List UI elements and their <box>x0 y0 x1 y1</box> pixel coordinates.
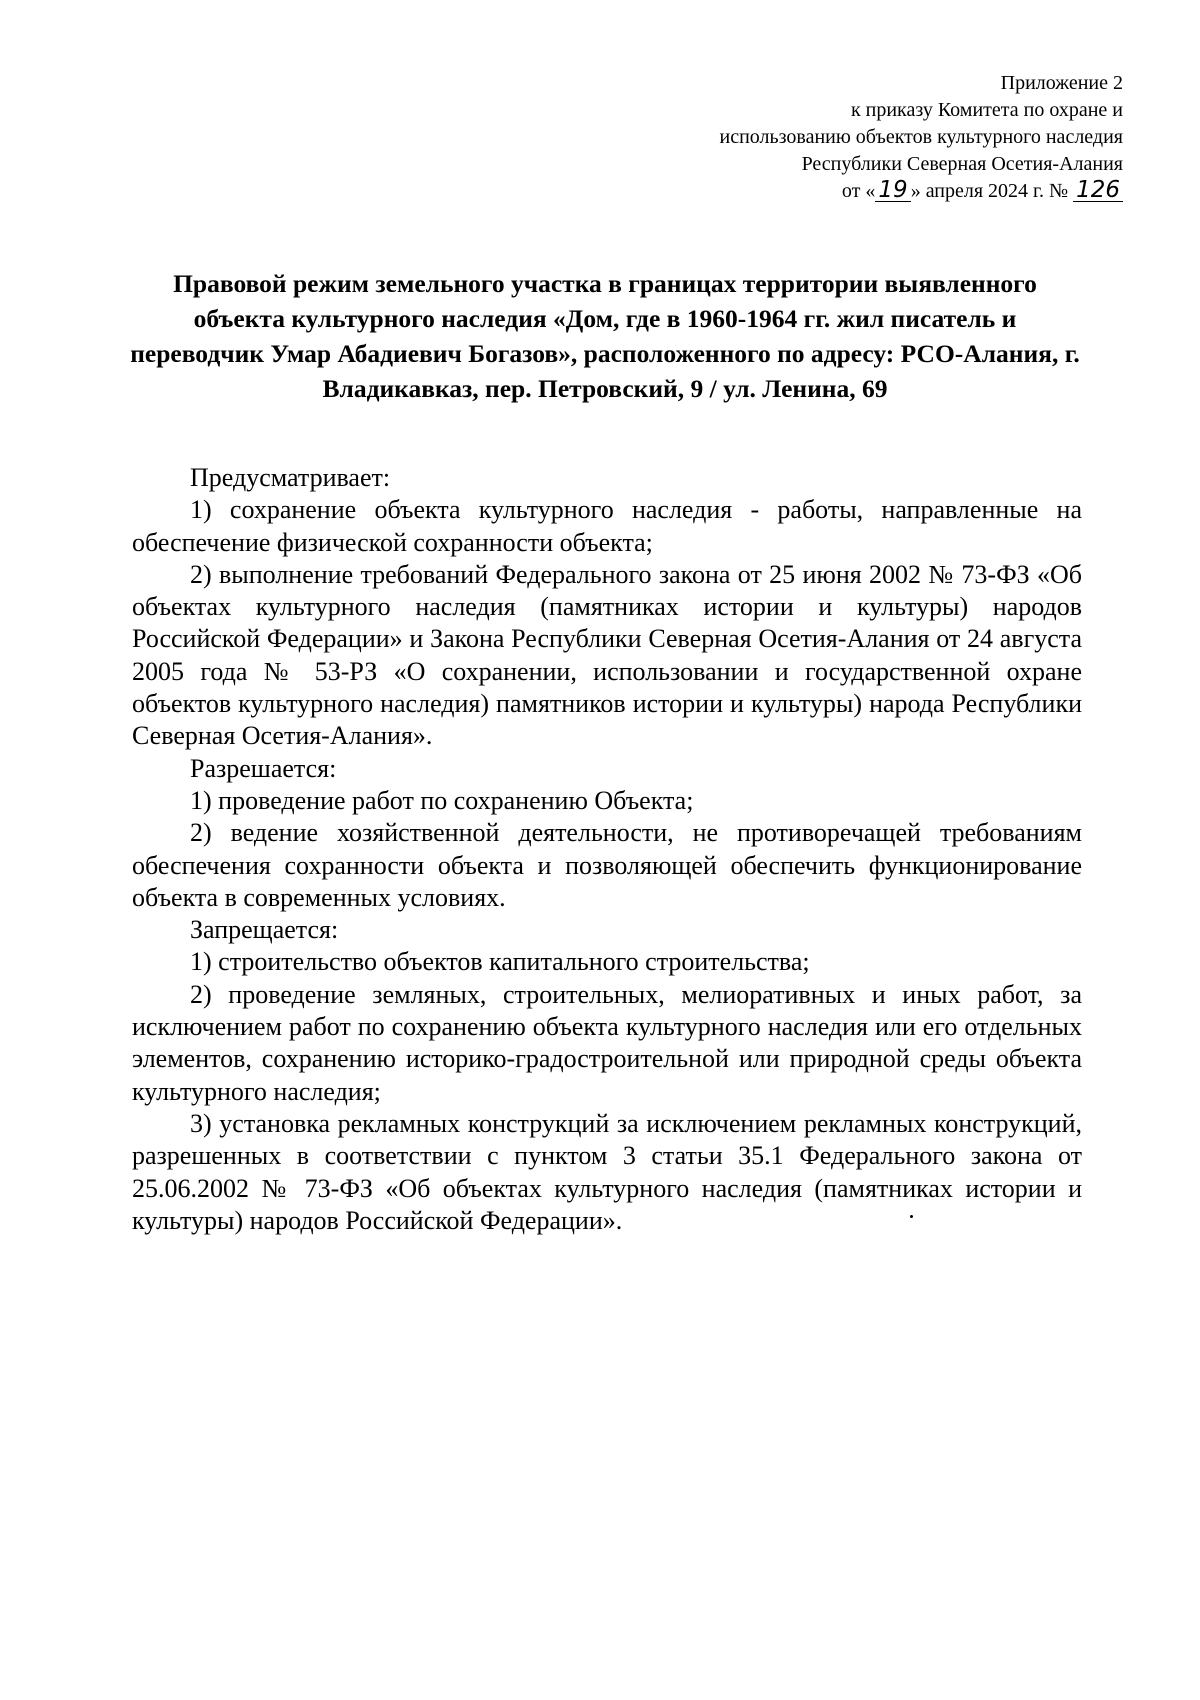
paragraph-allowed-1: 1) проведение работ по сохранению Объекта; <box>190 785 694 815</box>
paragraph-prohibited-3: 3) установка рекламных конструкций за исключением рекламных конструкций, разрешенных в соответствии с пунктом 3 статьи 35.1 Федерального закона от 25.06.2002 № 73-ФЗ «Об объектах культурного наследия (памятниках истории и культуры) народов Российской Федерации». <box>132 1108 1082 1235</box>
appendix-line-4: Республики Северная Осетия-Алания <box>801 153 1123 175</box>
paragraph-provides-1: 1) сохранение объекта культурного наследия - работы, направленные на обеспечение физической сохранности объекта; <box>132 495 1082 557</box>
handwritten-day: 19 <box>875 179 910 202</box>
paragraph-prohibited-2: 2) проведение земляных, строительных, мелиоративных и иных работ, за исключением работ по сохранению объекта культурного наследия или его отдельных элементов, сохранению историко-градостроительной или природной среды объекта культурного наследия; <box>132 979 1082 1106</box>
document-title: Правовой режим земельного участка в границах территории выявленного объекта культурного наследия «Дом, где в 1960-1964 гг. жил писатель и переводчик Умар Абадиевич Богазов», расположенного по адресу: РСО-Алания, г. Владикавказ, пер. Петровский, 9 / ул. Ленина, 69 <box>130 269 1080 403</box>
date-prefix: от « <box>841 180 876 202</box>
scan-speck <box>910 1215 913 1218</box>
appendix-header <box>720 70 1124 205</box>
paragraph-allowed-2: 2) ведение хозяйственной деятельности, не противоречащей требованиям обеспечения сохранности объекта и позволяющей обеспечить функционирование объекта в современных условиях. <box>132 818 1082 912</box>
appendix-date-line <box>720 178 1124 205</box>
handwritten-order-number: 126 <box>1073 179 1123 202</box>
paragraph-provides-heading: Предусматривает: <box>190 463 391 492</box>
appendix-line-2: к приказу Комитета по охране и <box>850 99 1123 121</box>
document-body <box>132 462 1082 1237</box>
paragraph-allowed-heading: Разрешается: <box>190 753 337 783</box>
appendix-line-3: использованию объектов культурного наследия <box>719 126 1123 148</box>
paragraph-provides-2: 2) выполнение требований Федерального закона от 25 июня 2002 № 73-ФЗ «Об объектах культурного наследия (памятниках истории и культуры) народов Российской Федерации» и Закона Республики Северная Осетия-Алания от 24 августа 2005 года № 53-РЗ «О сохранении, использовании и государственной охране объектов культурного наследия) памятников истории и культуры) народа Республики Северная Осетия-Алания». <box>132 559 1082 751</box>
paragraph-prohibited-heading: Запрещается: <box>190 915 339 945</box>
paragraph-prohibited-1: 1) строительство объектов капитального строительства; <box>190 947 810 977</box>
date-middle: » апреля 2024 г. № <box>910 180 1069 202</box>
appendix-line-1: Приложение 2 <box>1000 72 1123 94</box>
